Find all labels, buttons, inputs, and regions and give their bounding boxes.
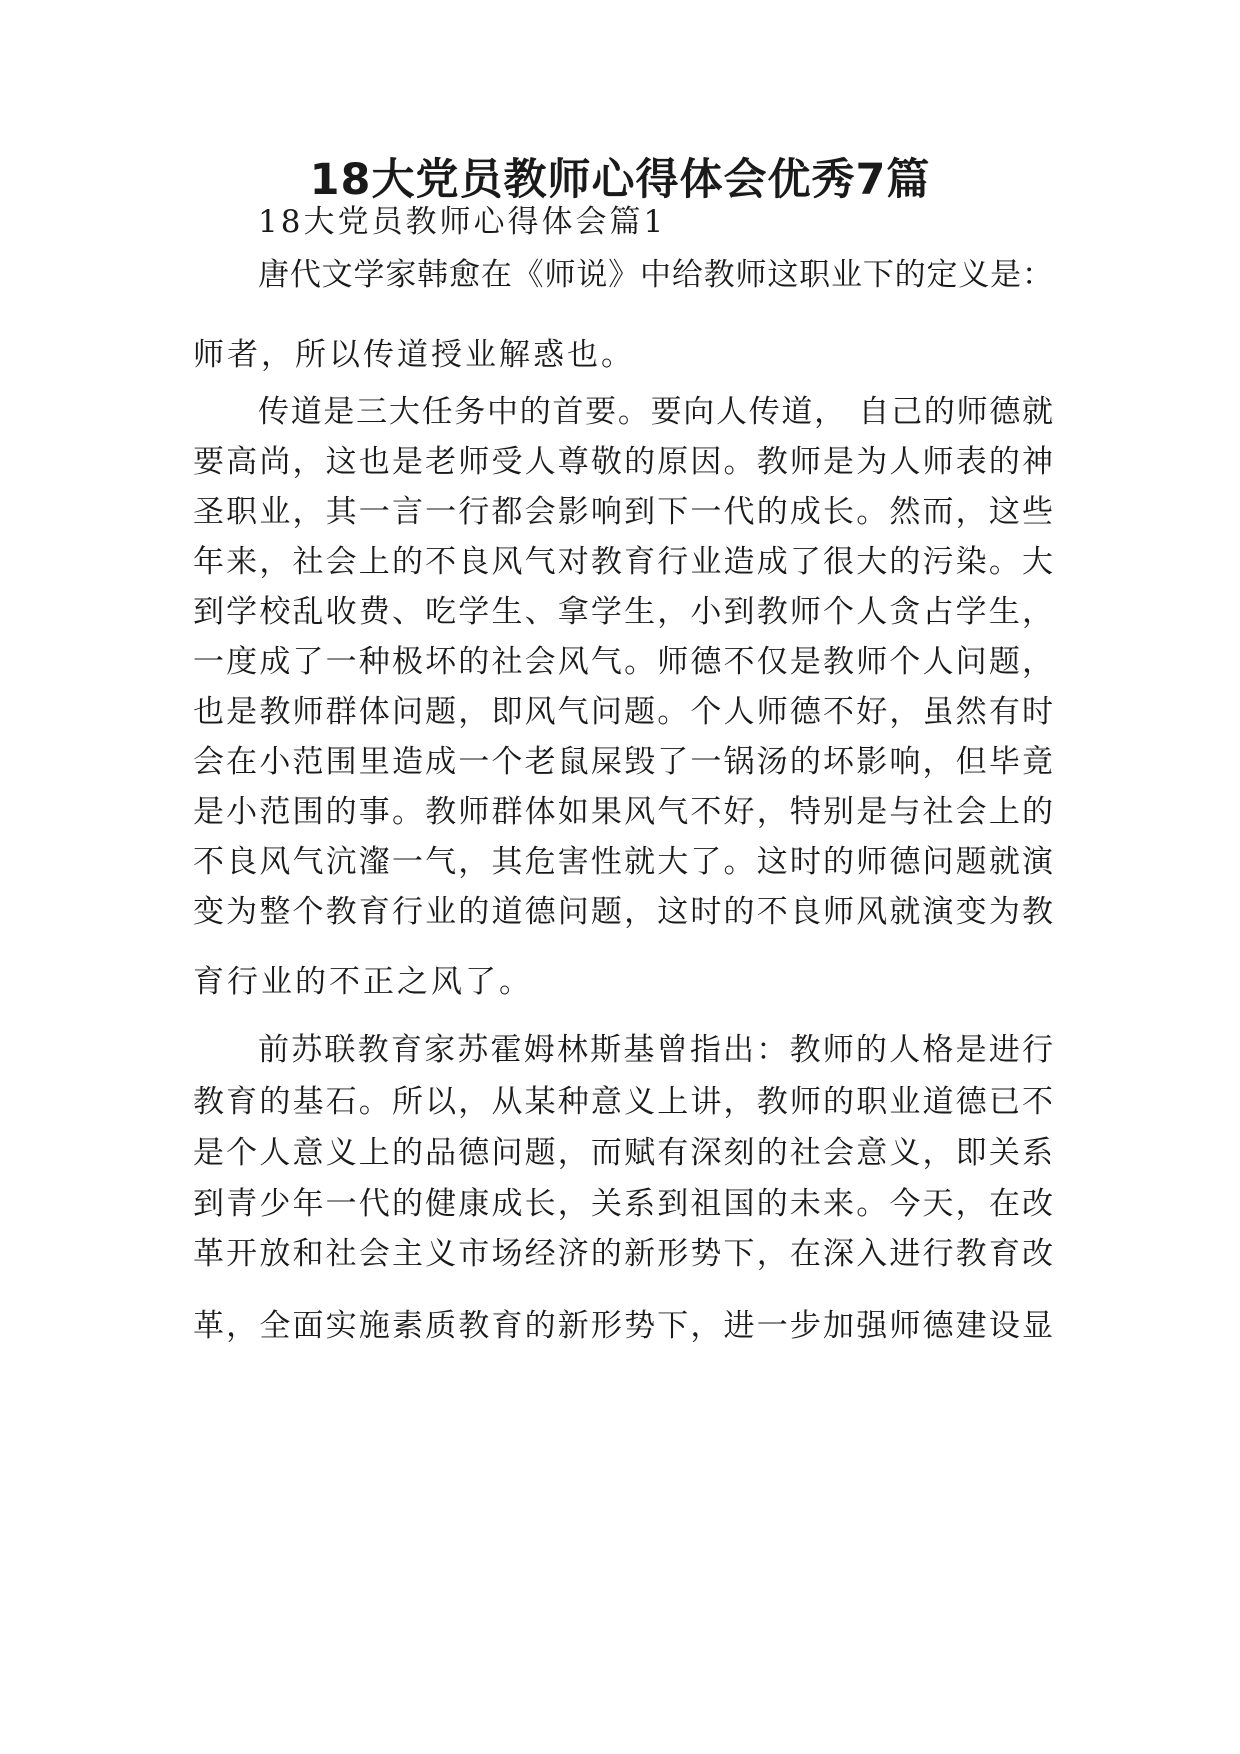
text-line: 要高尚，这也是老师受人尊敬的原因。教师是为人师表的神 (193, 444, 1053, 480)
text-line: 师者，所以传道授业解惑也。 (193, 337, 635, 373)
text-line: 是小范围的事。教师群体如果风气不好，特别是与社会上的 (193, 794, 1053, 830)
text-line: 年来，社会上的不良风气对教育行业造成了很大的污染。大 (193, 544, 1053, 580)
text-line: 一度成了一种极坏的社会风气。师德不仅是教师个人问题， (193, 644, 1053, 680)
text-line: 会在小范围里造成一个老鼠屎毁了一锅汤的坏影响，但毕竟 (193, 744, 1053, 780)
section-heading: 18大党员教师心得体会篇1 (258, 204, 667, 240)
text-line: 变为整个教育行业的道德问题，这时的不良师风就演变为教 (193, 894, 1053, 930)
text-line: 前苏联教育家苏霍姆林斯基曾指出：教师的人格是进行 (258, 1032, 1053, 1068)
text-line: 传道是三大任务中的首要。要向人传道， 自己的师德就 (258, 394, 1053, 430)
text-line: 教育的基石。所以，从某种意义上讲，教师的职业道德已不 (193, 1084, 1053, 1120)
text-line: 圣职业，其一言一行都会影响到下一代的成长。然而，这些 (193, 494, 1053, 530)
text-line: 革，全面实施素质教育的新形势下，进一步加强师德建设显 (193, 1308, 1053, 1344)
document-title: 18大党员教师心得体会优秀7篇 (309, 155, 931, 205)
text-line: 也是教师群体问题，即风气问题。个人师德不好，虽然有时 (193, 694, 1053, 730)
text-line: 到青少年一代的健康成长，关系到祖国的未来。今天，在改 (193, 1186, 1053, 1222)
text-line: 革开放和社会主义市场经济的新形势下，在深入进行教育改 (193, 1236, 1053, 1272)
text-line: 育行业的不正之风了。 (193, 964, 533, 1000)
text-line: 到学校乱收费、吃学生、拿学生，小到教师个人贪占学生， (193, 594, 1053, 630)
text-line: 是个人意义上的品德问题，而赋有深刻的社会意义，即关系 (193, 1135, 1053, 1171)
text-line: 不良风气沆瀣一气，其危害性就大了。这时的师德问题就演 (193, 844, 1053, 880)
text-line: 唐代文学家韩愈在《师说》中给教师这职业下的定义是： (258, 257, 1053, 293)
